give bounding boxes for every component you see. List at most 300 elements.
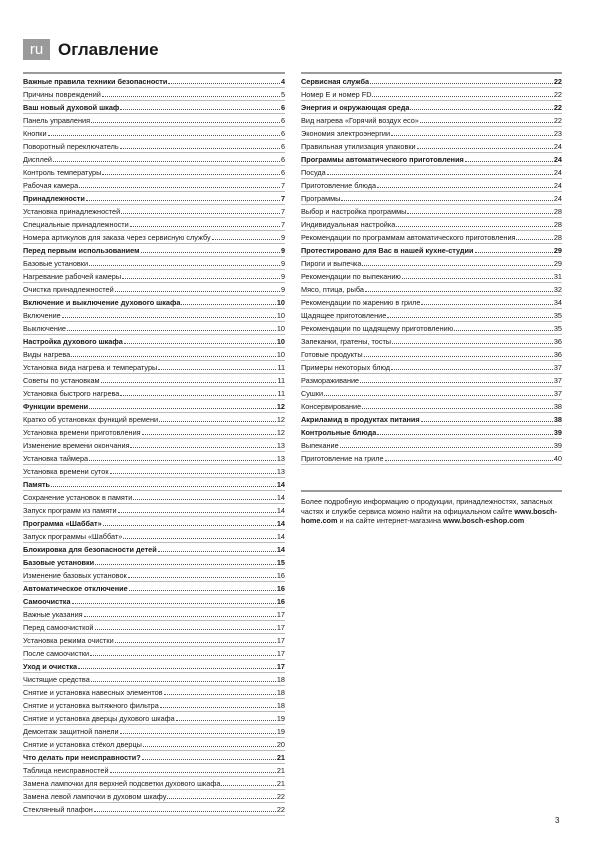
- toc-entry[interactable]: [23, 647, 285, 660]
- dot-leader: [91, 122, 280, 123]
- toc-page-number: 18: [276, 687, 285, 697]
- toc-page-number: 24: [553, 154, 562, 164]
- toc-entry-title: Рабочая камера: [23, 180, 79, 190]
- toc-entry[interactable]: [23, 530, 285, 543]
- toc-entry[interactable]: [301, 322, 562, 335]
- toc-entry-title: Снятие и установка стёкол дверцы: [23, 739, 142, 749]
- toc-page-number: 10: [276, 336, 285, 346]
- dot-leader: [396, 226, 553, 227]
- page-title: Оглавление: [58, 39, 159, 59]
- toc-entry-title: Советы по установкам: [23, 375, 100, 385]
- toc-entry[interactable]: [23, 803, 285, 816]
- dot-leader: [377, 434, 553, 435]
- toc-entry-title: Важные правила техники безопасности: [23, 76, 168, 86]
- dot-leader: [101, 382, 277, 383]
- toc-section[interactable]: [23, 335, 285, 348]
- toc-entry-title: Панель управления: [23, 115, 91, 125]
- dot-leader: [120, 733, 276, 734]
- toc-entry-title: Приготовление на гриле: [301, 453, 384, 463]
- toc-entry-title: Примеры некоторых блюд: [301, 362, 391, 372]
- toc-entry[interactable]: [301, 88, 562, 101]
- toc-section[interactable]: [301, 244, 562, 257]
- toc-page-number: 10: [276, 349, 285, 359]
- toc-entry[interactable]: [23, 270, 285, 283]
- dot-leader: [130, 447, 275, 448]
- toc-entry[interactable]: [23, 491, 285, 504]
- dot-leader: [176, 720, 276, 721]
- toc-entry-title: Рекомендации по жарению в гриле: [301, 297, 421, 307]
- dot-leader: [121, 213, 280, 214]
- toc-page-number: 28: [553, 219, 562, 229]
- eshop-link[interactable]: www.bosch-eshop.com: [443, 516, 525, 525]
- toc-entry-title: Щадящее приготовление: [301, 310, 387, 320]
- toc-entry-title: Что делать при неисправности?: [23, 752, 141, 762]
- toc-section[interactable]: [301, 153, 562, 166]
- toc-entry-title: Таблица неисправностей: [23, 765, 109, 775]
- info-text-part: и на сайте интернет-магазина: [337, 516, 444, 525]
- toc-page-number: 6: [280, 141, 285, 151]
- toc-entry-title: Блокировка для безопасности детей: [23, 544, 157, 554]
- toc-entry[interactable]: [301, 114, 562, 127]
- dot-leader: [120, 395, 276, 396]
- dot-leader: [421, 421, 553, 422]
- toc-page-number: 39: [553, 440, 562, 450]
- toc-entry-title: Приготовление блюда: [301, 180, 377, 190]
- dot-leader: [79, 187, 280, 188]
- toc-section[interactable]: [23, 660, 285, 673]
- toc-section[interactable]: [23, 543, 285, 556]
- toc-entry-title: Замена левой лампочки в духовом шкафу: [23, 791, 167, 801]
- toc-entry-title: Установка таймера: [23, 453, 89, 463]
- toc-entry[interactable]: [23, 348, 285, 361]
- toc-entry-title: Самоочистка: [23, 596, 71, 606]
- toc-entry[interactable]: [23, 218, 285, 231]
- toc-entry[interactable]: [301, 270, 562, 283]
- dot-leader: [89, 460, 276, 461]
- info-rule: [301, 490, 562, 492]
- toc-page-number: 24: [553, 141, 562, 151]
- dot-leader: [118, 512, 276, 513]
- toc-page-number: 22: [553, 115, 562, 125]
- toc-page-number: 18: [276, 700, 285, 710]
- toc-entry-title: Контрольные блюда: [301, 427, 377, 437]
- toc-entry-title: Сервисная служба: [301, 76, 370, 86]
- dot-leader: [370, 83, 553, 84]
- dot-leader: [115, 291, 280, 292]
- toc-section[interactable]: [23, 478, 285, 491]
- toc-page-number: 37: [553, 375, 562, 385]
- toc-entry-title: Рекомендации по щадящему приготовлению: [301, 323, 454, 333]
- toc-entry[interactable]: [301, 374, 562, 387]
- toc-section[interactable]: [301, 426, 562, 439]
- toc-entry[interactable]: [301, 452, 562, 465]
- toc-entry[interactable]: [23, 738, 285, 751]
- toc-page-number: 21: [276, 765, 285, 775]
- toc-entry-title: Энергия и окружающая среда: [301, 102, 410, 112]
- toc-entry[interactable]: [301, 439, 562, 452]
- toc-entry-title: Автоматическое отключение: [23, 583, 128, 593]
- toc-page-number: 22: [553, 102, 562, 112]
- toc-entry-title: Настройка духового шкафа: [23, 336, 123, 346]
- toc-entry-title: Кнопки: [23, 128, 47, 138]
- toc-entry-title: Запуск программ из памяти: [23, 505, 117, 515]
- toc-page-number: 17: [276, 648, 285, 658]
- toc-entry[interactable]: [23, 569, 285, 582]
- toc-page-number: 11: [277, 362, 285, 372]
- toc-page-number: 6: [280, 167, 285, 177]
- dot-leader: [84, 616, 276, 617]
- toc-page-number: 23: [553, 128, 562, 138]
- toc-entry[interactable]: [23, 114, 285, 127]
- toc-entry-title: Стеклянный плафон: [23, 804, 93, 814]
- toc-entry-title: Посуда: [301, 167, 326, 177]
- dot-leader: [78, 668, 276, 669]
- dot-leader: [454, 330, 553, 331]
- dot-leader: [86, 200, 280, 201]
- dot-leader: [129, 590, 276, 591]
- toc-entry[interactable]: [23, 127, 285, 140]
- toc-entry[interactable]: [23, 439, 285, 452]
- toc-entry[interactable]: [301, 218, 562, 231]
- toc-page-number: 14: [276, 531, 285, 541]
- toc-entry[interactable]: [23, 725, 285, 738]
- toc-page-number: 9: [280, 284, 285, 294]
- toc-page-number: 13: [276, 453, 285, 463]
- toc-entry[interactable]: [301, 400, 562, 413]
- dot-leader: [516, 239, 552, 240]
- toc-page-number: 6: [280, 128, 285, 138]
- toc-entry-title: Вид нагрева «Горячий воздух eco»: [301, 115, 419, 125]
- dot-leader: [67, 330, 276, 331]
- toc-section[interactable]: [23, 296, 285, 309]
- dot-leader: [102, 96, 280, 97]
- toc-page-number: 21: [276, 778, 285, 788]
- toc-entry-title: Специальные принадлежности: [23, 219, 129, 229]
- toc-page-number: 19: [276, 713, 285, 723]
- toc-entry-title: Память: [23, 479, 51, 489]
- toc-page-number: 36: [553, 349, 562, 359]
- dot-leader: [324, 395, 553, 396]
- top-rule: [23, 72, 285, 74]
- toc-page-number: 40: [553, 453, 562, 463]
- toc-section[interactable]: [23, 582, 285, 595]
- dot-leader: [372, 96, 552, 97]
- toc-entry[interactable]: [23, 790, 285, 803]
- toc-entry[interactable]: [23, 153, 285, 166]
- toc-entry[interactable]: [23, 452, 285, 465]
- dot-leader: [402, 278, 553, 279]
- toc-page-number: 14: [276, 505, 285, 515]
- dot-leader: [410, 109, 552, 110]
- dot-leader: [417, 148, 553, 149]
- dot-leader: [141, 252, 280, 253]
- dot-leader: [90, 655, 276, 656]
- top-rule: [301, 72, 562, 74]
- dot-leader: [95, 629, 276, 630]
- dot-leader: [62, 317, 276, 318]
- toc-entry[interactable]: [301, 348, 562, 361]
- dot-leader: [133, 499, 276, 500]
- toc-page-number: 39: [553, 427, 562, 437]
- toc-entry-title: Установка времени приготовления: [23, 427, 141, 437]
- dot-leader: [475, 252, 553, 253]
- dot-leader: [72, 603, 276, 604]
- dot-leader: [128, 577, 276, 578]
- toc-entry-title: Протестировано для Вас в нашей кухне-студии: [301, 245, 474, 255]
- toc-page-number: 10: [276, 310, 285, 320]
- toc-entry-title: Снятие и установка дверцы духового шкафа: [23, 713, 175, 723]
- toc-page-number: 11: [277, 375, 285, 385]
- toc-entry-title: Снятие и установка навесных элементов: [23, 687, 163, 697]
- toc-page-number: 21: [276, 752, 285, 762]
- toc-entry[interactable]: [23, 504, 285, 517]
- toc-entry[interactable]: [301, 283, 562, 296]
- dot-leader: [159, 421, 276, 422]
- toc-entry[interactable]: [23, 764, 285, 777]
- toc-entry[interactable]: [23, 699, 285, 712]
- toc-page-number: 17: [276, 661, 285, 671]
- toc-page-number: 22: [276, 804, 285, 814]
- toc-entry[interactable]: [23, 387, 285, 400]
- toc-section[interactable]: [23, 751, 285, 764]
- toc-entry[interactable]: [23, 179, 285, 192]
- toc-entry[interactable]: [301, 361, 562, 374]
- dot-leader: [110, 473, 276, 474]
- dot-leader: [168, 83, 280, 84]
- dot-leader: [123, 538, 276, 539]
- dot-leader: [364, 356, 553, 357]
- toc-page-number: 29: [553, 245, 562, 255]
- toc-page-number: 16: [276, 596, 285, 606]
- website-link[interactable]: www.bosch-home.com: [301, 506, 558, 525]
- toc-entry[interactable]: [23, 205, 285, 218]
- toc-page-number: 9: [280, 245, 285, 255]
- toc-entry-title: Уход и очистка: [23, 661, 78, 671]
- toc-entry[interactable]: [23, 283, 285, 296]
- dot-leader: [143, 746, 276, 747]
- dot-leader: [120, 109, 280, 110]
- toc-page-number: 7: [280, 193, 285, 203]
- toc-section[interactable]: [301, 75, 562, 88]
- toc-entry-title: Установка времени суток: [23, 466, 109, 476]
- toc-entry[interactable]: [301, 205, 562, 218]
- dot-leader: [110, 772, 276, 773]
- toc-entry[interactable]: [301, 166, 562, 179]
- toc-entry-title: Консервирование: [301, 401, 362, 411]
- toc-entry-title: Включение: [23, 310, 61, 320]
- toc-section[interactable]: [301, 413, 562, 426]
- toc-entry[interactable]: [23, 712, 285, 725]
- toc-entry-title: Замена лампочки для верхней подсветки духового шкафа: [23, 778, 221, 788]
- toc-section[interactable]: [23, 75, 285, 88]
- toc-entry[interactable]: [301, 231, 562, 244]
- toc-page-number: 35: [553, 323, 562, 333]
- toc-page-number: 16: [276, 583, 285, 593]
- toc-section[interactable]: [23, 595, 285, 608]
- dot-leader: [391, 135, 553, 136]
- toc-entry[interactable]: [301, 335, 562, 348]
- toc-right-column: [301, 72, 562, 465]
- toc-left-column: [23, 72, 285, 816]
- toc-entry[interactable]: [23, 673, 285, 686]
- toc-entry-title: Установка быстрого нагрева: [23, 388, 120, 398]
- toc-entry-title: Кратко об установках функций времени: [23, 414, 159, 424]
- dot-leader: [130, 226, 280, 227]
- toc-page-number: 9: [280, 271, 285, 281]
- toc-entry[interactable]: [301, 140, 562, 153]
- toc-entry[interactable]: [23, 686, 285, 699]
- toc-entry[interactable]: [301, 257, 562, 270]
- dot-leader: [362, 265, 552, 266]
- toc-section[interactable]: [23, 101, 285, 114]
- dot-leader: [115, 642, 276, 643]
- dot-leader: [158, 551, 276, 552]
- toc-entry[interactable]: [301, 127, 562, 140]
- dot-leader: [327, 174, 553, 175]
- toc-page-number: 35: [553, 310, 562, 320]
- toc-entry-title: Номера артикулов для заказа через сервисную службу: [23, 232, 211, 242]
- toc-page-number: 34: [553, 297, 562, 307]
- dot-leader: [91, 681, 276, 682]
- toc-page-number: 6: [280, 102, 285, 112]
- toc-entry[interactable]: [23, 231, 285, 244]
- dot-leader: [362, 408, 553, 409]
- toc-entry-title: Акриламид в продуктах питания: [301, 414, 420, 424]
- toc-section[interactable]: [23, 517, 285, 530]
- toc-page-number: 28: [553, 206, 562, 216]
- dot-leader: [385, 460, 553, 461]
- toc-entry[interactable]: [23, 413, 285, 426]
- toc-entry-title: Программы автоматического приготовления: [301, 154, 464, 164]
- toc-entry[interactable]: [23, 777, 285, 790]
- toc-entry[interactable]: [23, 608, 285, 621]
- toc-entry[interactable]: [23, 465, 285, 478]
- toc-page-number: 37: [553, 388, 562, 398]
- toc-page-number: 7: [280, 206, 285, 216]
- toc-page-number: 36: [553, 336, 562, 346]
- toc-entry[interactable]: [23, 634, 285, 647]
- toc-page-number: 24: [553, 193, 562, 203]
- toc-entry-title: Выключение: [23, 323, 66, 333]
- toc-entry[interactable]: [301, 296, 562, 309]
- toc-entry-title: Запуск программы «Шаббат»: [23, 531, 123, 541]
- dot-leader: [94, 811, 276, 812]
- toc-entry-title: Выбор и настройка программы: [301, 206, 407, 216]
- toc-page-number: 5: [280, 89, 285, 99]
- toc-entry-title: Правильная утилизация упаковки: [301, 141, 416, 151]
- toc-page-number: 38: [553, 414, 562, 424]
- toc-list-right: [301, 75, 562, 465]
- dot-leader: [158, 369, 276, 370]
- toc-page-number: 11: [277, 388, 285, 398]
- toc-entry[interactable]: [23, 257, 285, 270]
- toc-entry[interactable]: [301, 179, 562, 192]
- dot-leader: [120, 148, 280, 149]
- toc-section[interactable]: [23, 192, 285, 205]
- toc-entry[interactable]: [301, 192, 562, 205]
- toc-page-number: 22: [553, 89, 562, 99]
- toc-entry[interactable]: [23, 322, 285, 335]
- toc-entry-title: Установка режима очистки: [23, 635, 114, 645]
- dot-leader: [387, 317, 553, 318]
- toc-page-number: 16: [276, 570, 285, 580]
- toc-entry[interactable]: [301, 387, 562, 400]
- toc-entry-title: После самоочистки: [23, 648, 90, 658]
- dot-leader: [421, 304, 552, 305]
- toc-page-number: 38: [553, 401, 562, 411]
- toc-entry[interactable]: [23, 309, 285, 322]
- toc-entry-title: Рекомендации по выпеканию: [301, 271, 401, 281]
- dot-leader: [465, 161, 553, 162]
- toc-page-number: 12: [276, 401, 285, 411]
- toc-entry-title: Функции времени: [23, 401, 89, 411]
- toc-page-number: 12: [276, 427, 285, 437]
- toc-page-number: 6: [280, 154, 285, 164]
- toc-page-number: 22: [553, 76, 562, 86]
- dot-leader: [71, 356, 276, 357]
- toc-page-number: 20: [276, 739, 285, 749]
- dot-leader: [51, 486, 276, 487]
- toc-section[interactable]: [23, 556, 285, 569]
- toc-entry-title: Дисплей: [23, 154, 53, 164]
- toc-page-number: 6: [280, 115, 285, 125]
- dot-leader: [407, 213, 553, 214]
- toc-page-number: 9: [280, 232, 285, 242]
- dot-leader: [377, 187, 553, 188]
- toc-entry-title: Мясо, птица, рыба: [301, 284, 364, 294]
- toc-section[interactable]: [23, 244, 285, 257]
- toc-entry-title: Выпекание: [301, 440, 339, 450]
- toc-entry[interactable]: [301, 309, 562, 322]
- toc-entry-title: Программа «Шаббат»: [23, 518, 102, 528]
- dot-leader: [181, 304, 275, 305]
- dot-leader: [340, 447, 553, 448]
- toc-page-number: 17: [276, 609, 285, 619]
- toc-entry[interactable]: [23, 426, 285, 439]
- toc-entry-title: Номер E и номер FD: [301, 89, 372, 99]
- dot-leader: [89, 408, 276, 409]
- toc-entry[interactable]: [23, 166, 285, 179]
- toc-page-number: 9: [280, 258, 285, 268]
- toc-page-number: 13: [276, 466, 285, 476]
- toc-page-number: 14: [276, 479, 285, 489]
- toc-entry-title: Установка принадлежностей: [23, 206, 121, 216]
- dot-leader: [142, 759, 276, 760]
- toc-entry-title: Размораживание: [301, 375, 360, 385]
- toc-section[interactable]: [23, 400, 285, 413]
- toc-entry-title: Базовые установки: [23, 258, 89, 268]
- toc-page-number: 14: [276, 518, 285, 528]
- dot-leader: [124, 343, 276, 344]
- toc-entry[interactable]: [23, 374, 285, 387]
- dot-leader: [89, 265, 280, 266]
- toc-entry[interactable]: [23, 140, 285, 153]
- toc-entry-title: Важные указания: [23, 609, 83, 619]
- toc-section[interactable]: [301, 101, 562, 114]
- toc-entry-title: Запеканки, гратены, тосты: [301, 336, 392, 346]
- toc-entry[interactable]: [23, 621, 285, 634]
- info-text: [301, 497, 562, 526]
- dot-leader: [360, 382, 553, 383]
- toc-entry[interactable]: [23, 88, 285, 101]
- toc-page-number: 24: [553, 167, 562, 177]
- toc-entry-title: Сохранение установок в памяти: [23, 492, 133, 502]
- toc-entry[interactable]: [23, 361, 285, 374]
- toc-entry-title: Перед самоочисткой: [23, 622, 94, 632]
- page-number: 3: [555, 816, 560, 825]
- toc-page-number: 22: [276, 791, 285, 801]
- dot-leader: [48, 135, 280, 136]
